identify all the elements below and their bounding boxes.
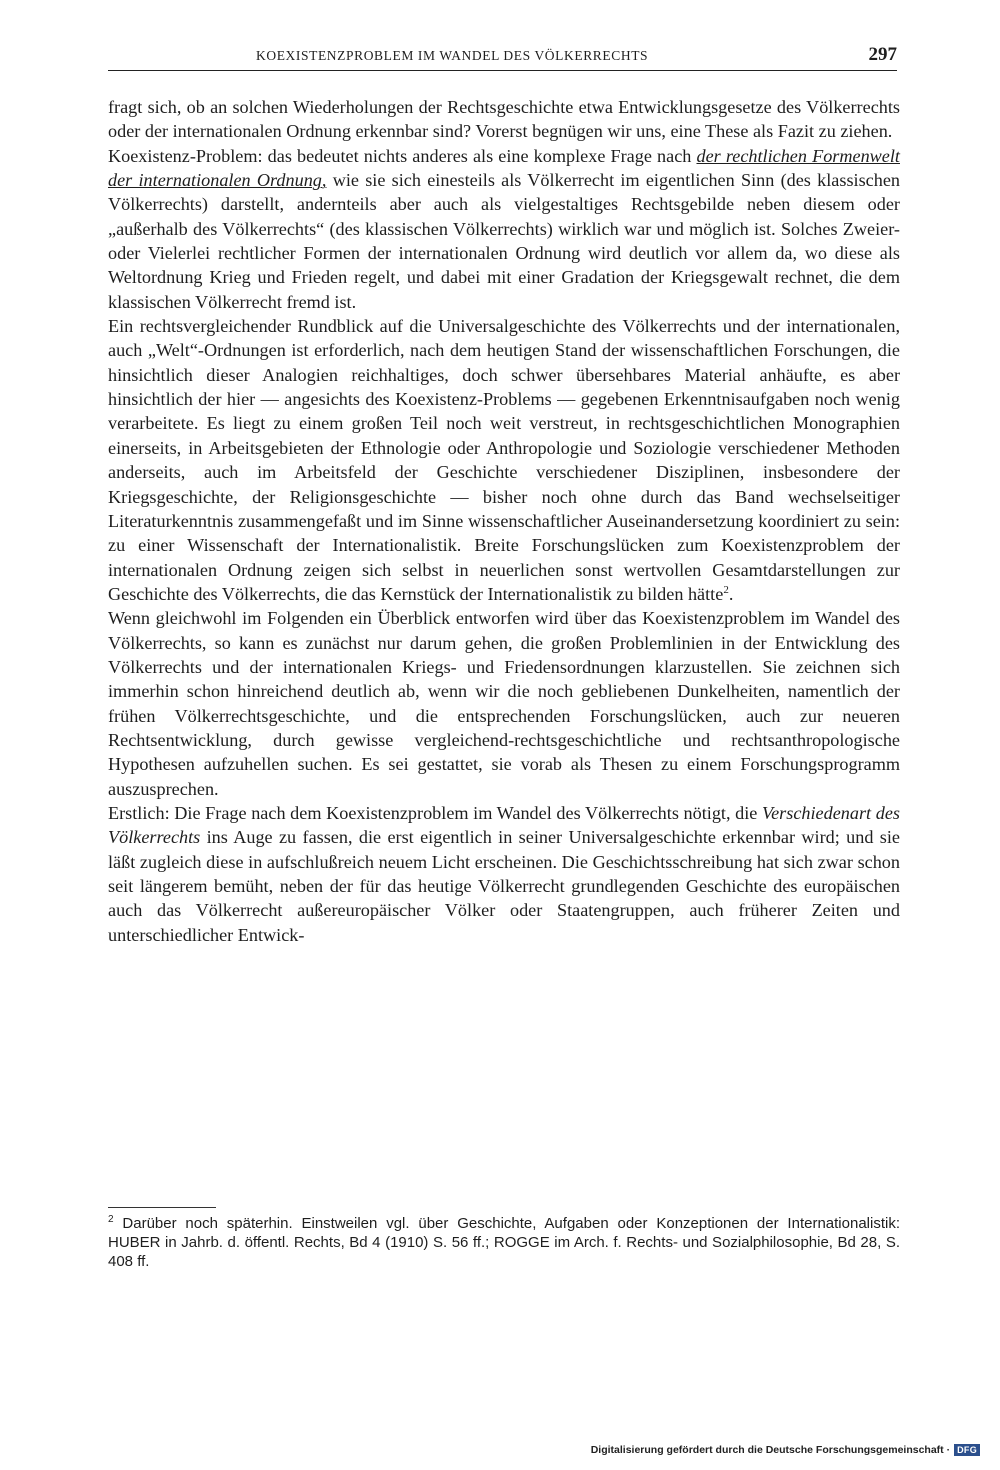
paragraph-3 [108,314,900,606]
page-number: 297 [868,44,897,65]
footnote-text: Darüber noch späterhin. Einstweilen vgl. über Geschichte, Aufgaben oder Konzeptionen der Internationalistik: HUBER in Jahrb. d. öffentl. Rechts, Bd 4 (1910) S. 56 ff.; ROGGE im Arch. f. Rechts- und Sozialphilosophie, Bd 28, S. 408 ff. [108,1215,900,1270]
footnote-rule [108,1207,216,1208]
digitization-credit [591,1444,980,1456]
header-rule [108,70,897,71]
paragraph-4-text: Wenn gleichwohl im Folgenden ein Überblick entworfen wird über das Koexistenzproblem im Wandel des Völkerrechts, so kann es zunächst nur darum gehen, die großen Problemlinien in der Entwicklung des Völkerrechts und der internationalen Kriegs- und Friedensordnungen klarzustellen. Sie zeichnen sich immerhin schon hinreichend deutlich ab, wenn wir die noch gebliebenen Dunkelheiten, namentlich der frühen Völkerrechtsgeschichte, und die entsprechenden Forschungslücken, auch zur neueren Rechtsentwicklung, durch gewisse vergleichend-rechtsgeschichtliche und rechtsanthropologische Hypothesen aufzuhellen suchen. Es sei gestattet, sie vorab als Thesen zu einem Forschungsprogramm auszusprechen. [108,608,900,799]
paragraph-3-text-b: . [728,583,734,604]
footnote-marker: 2 [108,1214,114,1225]
body-text [108,95,900,947]
running-header [108,44,897,70]
paragraph-5-text-a: Erstlich: Die Frage nach dem Koexistenzproblem im Wandel des Völkerrechts nötigt, die [108,802,763,823]
paragraph-5 [108,801,900,947]
dfg-logo: DFG [954,1444,980,1456]
paragraph-2-emphasis: der rechtlichen Formenwelt der internationalen Ordnung, [108,145,900,191]
paragraph-3-text-a: Ein rechtsvergleichender Rundblick auf die Universalgeschichte des Völkerrechts und der internationalen, auch „Welt“-Ordnungen ist erforderlich, nach dem heutigen Stand der wissenschaftlichen Forschungen, die hinsichtlich dieser Analogien reichhaltiges, doch schwer übersehbares Material anhäufte, es aber hinsichtlich der hier — angesichts des Koexistenz-Problems — gegebenen Erkenntnisaufgaben noch wenig verarbeitete. Es liegt zu einem großen Teil noch weit verstreut, in rechtsgeschichtlichen Monographien einerseits, in Arbeitsgebieten der Ethnologie oder Anthropologie und Soziologie verschiedener Methoden anderseits, auch im Arbeitsfeld der Geschichte verschiedener Disziplinen, insbesondere der Kriegsgeschichte, der Religionsgeschichte — bisher noch ohne durch das Band wechselseitiger Literaturkenntnis zusammengefaßt und im Sinne wissenschaftlicher Auseinandersetzung koordiniert zu sein: zu einer Wissenschaft der Internationalistik. Breite Forschungslücken zum Koexistenzproblem der internationalen Ordnung zeigen sich selbst in neuerlichen sonst wertvollen Gesamtdarstellungen zur Geschichte des Völkerrechts, die das Kernstück der Internationalistik zu bilden hätte [108,316,900,604]
paragraph-1 [108,95,900,144]
credit-text: Digitalisierung gefördert durch die Deutsche Forschungsgemeinschaft · [590,1444,951,1456]
paragraph-4 [108,606,900,801]
paragraph-2 [108,144,900,314]
paragraph-1-text: fragt sich, ob an solchen Wiederholungen der Rechtsgeschichte etwa Entwicklungsgesetze des Völkerrechts oder der internationalen Ordnung erkennbar sind? Vorerst begnügen wir uns, eine These als Fazit zu ziehen. [108,97,900,142]
footnote-reference: 2 [723,583,729,596]
paragraph-2-text-a: Koexistenz-Problem: das bedeutet nichts anderes als eine komplexe Frage nach [108,145,697,166]
paragraph-5-emphasis: Verschiedenart des Völkerrechts [108,802,900,848]
paragraph-2-text-c: wie sie sich einesteils als Völkerrecht im eigentlichen Sinn (des klassischen Völkerrechts) darstellt, andernteils aber auch als vielgestaltiges Rechtsgebilde neben diesem oder „außerhalb des Völkerrechts“ (des klassischen Völkerrechts) wirklich war und möglich ist. Solches Zweier- oder Vielerlei rechtlicher Formen der internationalen Ordnung wird deutlich vor allem da, wo diese als Weltordnung Krieg und Frieden regelt, und dabei mit einer Gradation der Kriegsgewalt rechnet, die dem klassischen Völkerrecht fremd ist. [108,170,900,312]
footnote [108,1214,900,1271]
paragraph-5-text-c: ins Auge zu fassen, die erst eigentlich in seiner Universalgeschichte erkennbar wird; und sie läßt zugleich diese in aufschlußreich neuem Licht erscheinen. Die Geschichtsschreibung hat sich zwar schon seit längerem bemüht, neben der für das heutige Völkerrecht grundlegenden Geschichte des europäischen auch das Völkerrecht außereuropäischer Völker oder Staatengruppen, auch früherer Zeiten und unterschiedlicher Entwick- [108,827,900,945]
running-title: KOEXISTENZPROBLEM IM WANDEL DES VÖLKERRECHTS [256,48,649,63]
